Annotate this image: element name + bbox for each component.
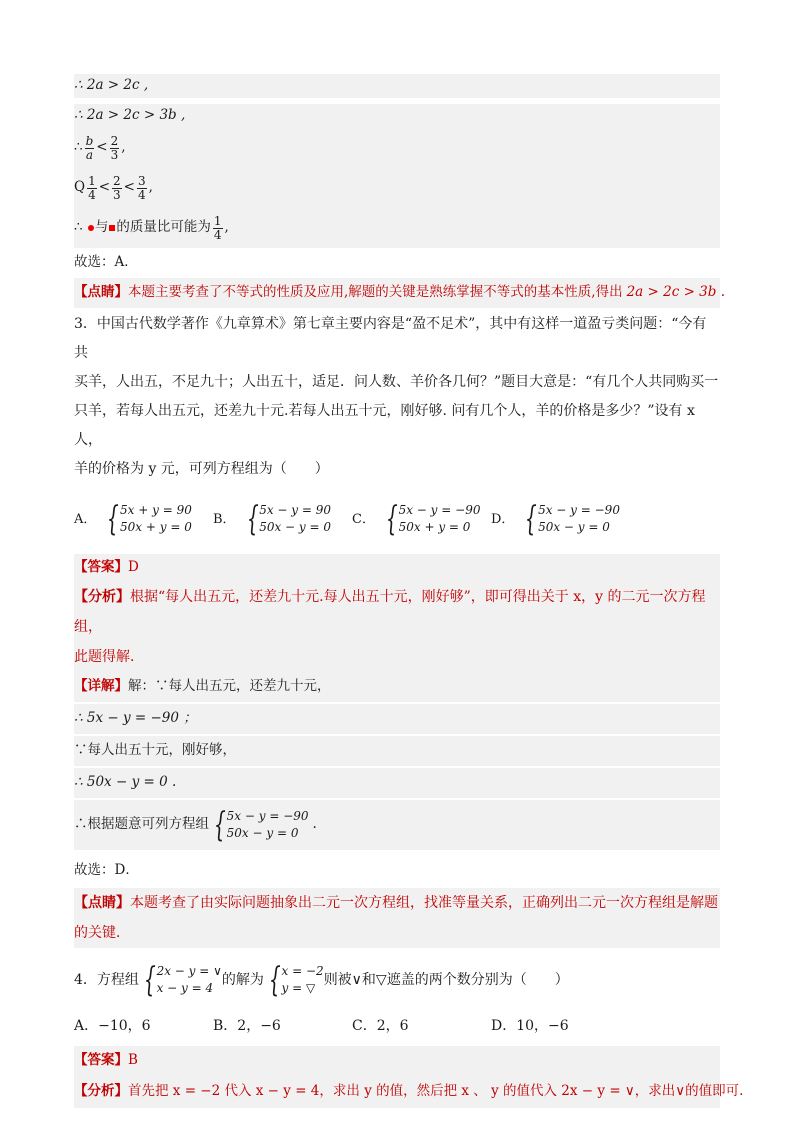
answer-tag: 【答案】 [74, 559, 128, 576]
solution-line [74, 74, 720, 98]
choose-text: 故选：A． [74, 254, 138, 271]
comment-tag: 【点睛】 [74, 284, 128, 301]
answer-tag: 【答案】 [74, 1052, 128, 1069]
punct: , [224, 219, 229, 236]
circle-icon [88, 225, 94, 231]
choose-line [74, 854, 720, 888]
equation-system: { 2x − y = ∨ x − y = 4 [143, 960, 222, 1000]
choose-text: 故选：D． [74, 862, 139, 879]
equation-system: { x = −2 y = ▽ [268, 960, 324, 1000]
question-4-options [74, 1006, 720, 1046]
answer-line [74, 554, 720, 582]
option-b[interactable] [213, 499, 352, 539]
question-4-stem [74, 954, 720, 1006]
math-step: ∴ 2a > 2c , [74, 77, 149, 94]
equation-system: { 5x − y = −90 50x − y = 0 [213, 805, 309, 845]
option-a[interactable] [74, 499, 213, 539]
fraction: $\frac{2}{3}$ [113, 173, 121, 202]
document-page [74, 74, 744, 1108]
equation-system: { 5x + y = 90 50x + y = 0 [107, 499, 192, 539]
less-than: < [98, 179, 111, 196]
equation-system: { 5x − y = −90 50x − y = 0 [525, 499, 620, 539]
solution-line [74, 128, 720, 168]
detail-tag: 【详解】 [74, 678, 128, 695]
option-d[interactable] [491, 499, 630, 539]
option-label: B． [213, 1018, 238, 1034]
stem-line: 买羊，人出五，不足九十；人出五十，适足．问人数、羊价各几何？”题目大意是：“有几个人共同购买一 [74, 374, 719, 390]
analysis-text: 根据“每人出五元，还差九十元.每人出五十元，刚好够”，即可得出关于 x，y 的二元一次方程组， [74, 589, 706, 635]
option-b[interactable] [213, 1019, 352, 1033]
option-a[interactable] [74, 1019, 213, 1033]
fraction: $\frac{1}{4}$ [213, 213, 222, 242]
solution-line [74, 208, 720, 248]
less-than: < [96, 139, 108, 156]
analysis-text: 首先把 x = −2 代入 x − y = 4，求出 y 的值，然后把 x 、 y 的值代入 2x − y = ∨，求出∨的值即可. [128, 1083, 744, 1100]
equation-system: { 5x − y = 90 50x − y = 0 [246, 499, 332, 539]
option-label: B． [213, 511, 236, 527]
detail-text: 解：∵每人出五元，还差九十元， [128, 678, 331, 695]
text: 的质量比可能为 [116, 219, 211, 236]
detail-math: ∴ 50x − y = 0 . [74, 774, 177, 791]
detail-text: ∵每人出五十元，刚好够， [74, 742, 236, 759]
option-c[interactable] [352, 499, 491, 539]
stem-line: 羊的价格为 y 元，可列方程组为（ ） [74, 461, 329, 477]
comment-text: 本题考查了由实际问题抽象出二元一次方程组，找准等量关系，正确列出二元一次方程组是解题 [130, 895, 718, 911]
detail-line [74, 800, 720, 850]
answer-value: B [128, 1052, 138, 1069]
option-text: 2，−6 [237, 1018, 281, 1034]
question-3-stem [74, 310, 720, 484]
comment-block [74, 888, 720, 948]
choose-line [74, 248, 720, 278]
detail-text: ∴根据题意可列方程组 [74, 816, 209, 833]
detail-line [74, 768, 720, 798]
stem-text: 则被∨和▽遮盖的两个数分别为（ ） [323, 972, 569, 988]
solution-line [74, 168, 720, 208]
stem-line: 只羊，若每人出五元，还差九十元.若每人出五十元，刚好够. 问有几个人，羊的价格是多少？”设有 x 人， [74, 403, 695, 448]
analysis-text: 此题得解． [74, 649, 144, 665]
comment-tag: 【点睛】 [74, 895, 130, 911]
option-d[interactable] [491, 1019, 630, 1033]
square-icon [109, 225, 115, 231]
option-label: A． [74, 1018, 99, 1034]
option-label: D． [491, 511, 515, 527]
analysis-line [74, 1076, 744, 1108]
detail-line [74, 736, 720, 766]
punct: , [148, 179, 153, 196]
text: 与 [94, 219, 109, 236]
equation-system: { 5x − y = −90 50x + y = 0 [385, 499, 481, 539]
analysis-block [74, 582, 720, 672]
comment-text: 的关键． [74, 925, 130, 941]
solution-line [74, 104, 720, 128]
comment-math: 2a > 2c > 3b . [626, 284, 725, 301]
stem-text: 的解为 [221, 972, 264, 988]
punct: . [312, 816, 317, 833]
answer-line [74, 1046, 720, 1076]
option-label: D． [491, 1018, 517, 1034]
because-symbol: Q [74, 179, 86, 196]
math-step: ∴ 2a > 2c > 3b , [74, 107, 186, 124]
fraction: $\frac{3}{4}$ [137, 173, 146, 202]
comment-line [74, 278, 725, 308]
answer-value: D [128, 559, 139, 576]
option-label: C． [352, 1018, 377, 1034]
therefore-symbol: ∴ [74, 219, 83, 236]
option-label: C． [352, 511, 375, 527]
detail-math: ∴ 5x − y = −90 ； [74, 710, 197, 727]
comment-text: 本题主要考查了不等式的性质及应用,解题的关键是熟练掌握不等式的基本性质,得出 [128, 284, 623, 301]
option-text: −10，6 [98, 1018, 151, 1034]
detail-line [74, 704, 720, 734]
option-label: A． [74, 511, 97, 527]
fraction: $\frac{1}{4}$ [88, 173, 96, 202]
detail-line [74, 672, 720, 702]
stem-line: 3．中国古代数学著作《九章算术》第七章主要内容是“盈不足术”，其中有这样一道盈亏类问题：“今有共 [74, 316, 707, 361]
analysis-tag: 【分析】 [74, 1083, 128, 1100]
analysis-tag: 【分析】 [74, 589, 130, 605]
therefore-symbol: ∴ [74, 139, 83, 156]
less-than: < [123, 179, 135, 196]
fraction: $\frac{b}{a}$ [85, 133, 94, 162]
option-text: 2，6 [376, 1018, 409, 1034]
punct: , [121, 139, 126, 156]
option-text: 10，−6 [516, 1018, 569, 1034]
option-c[interactable] [352, 1019, 491, 1033]
question-3-options [74, 492, 720, 546]
stem-text: 4．方程组 [74, 972, 139, 988]
fraction: $\frac{2}{3}$ [110, 133, 119, 162]
